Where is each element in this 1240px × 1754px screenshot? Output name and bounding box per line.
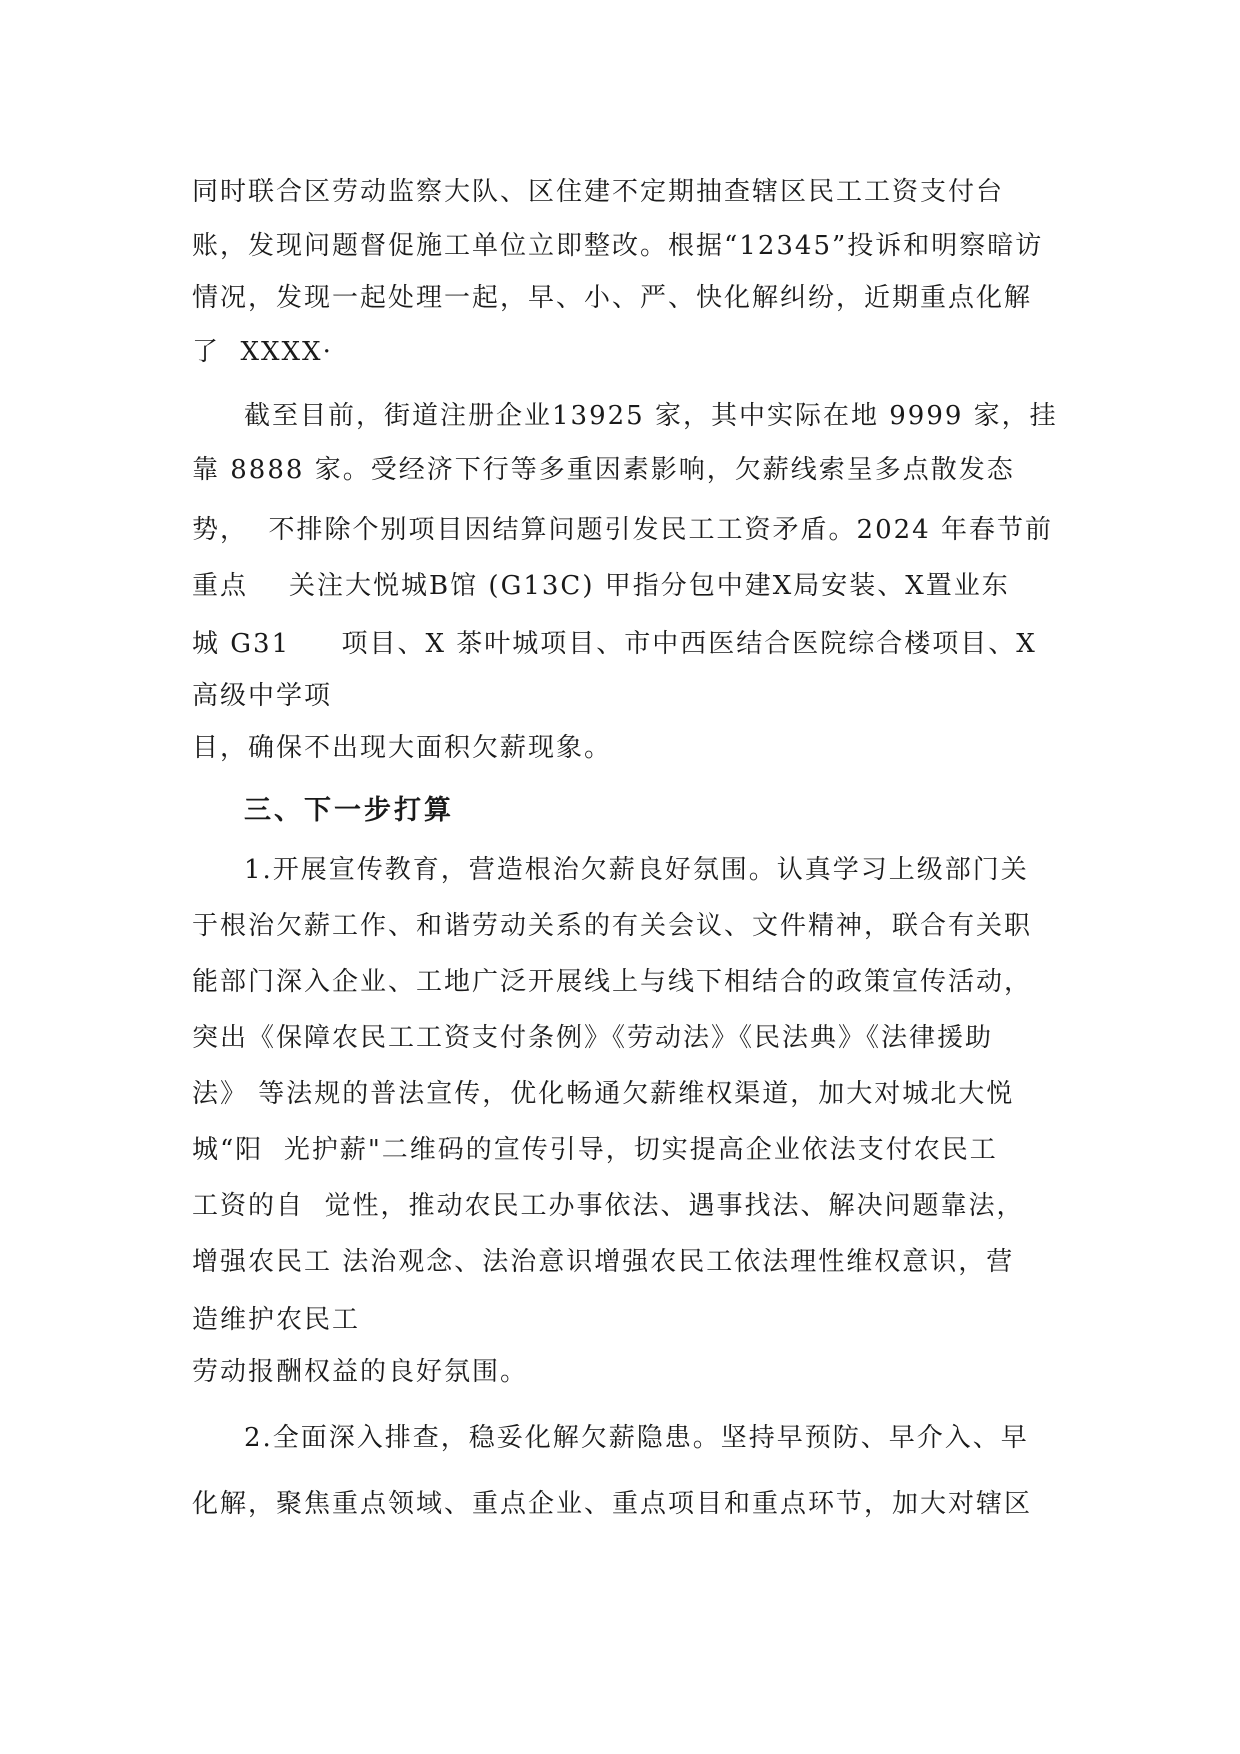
text-line: 工资的自 觉性，推动农民工办事依法、遇事找法、解决问题靠法， — [192, 1191, 1025, 1221]
text-line: 截至目前，街道注册企业13925 家，其中实际在地 9999 家，挂 — [244, 401, 1058, 431]
text-line: 了 XXXX· — [192, 337, 333, 367]
text-line: 高级中学项 — [192, 681, 333, 711]
text-line: 劳动报酬权益的良好氛围。 — [192, 1357, 529, 1387]
text-line: 重点 关注大悦城B馆 (G13C) 甲指分包中建X局安装、X置业东 — [192, 571, 1010, 601]
text-line: 化解，聚焦重点领域、重点企业、重点项目和重点环节，加大对辖区 — [192, 1489, 1033, 1519]
text-line: 城 G31 项目、X 茶叶城项目、市中西医结合医院综合楼项目、X — [192, 629, 1037, 659]
text-line: 城“阳 光护薪"二维码的宣传引导，切实提高企业依法支付农民工 — [192, 1135, 998, 1165]
text-line: 于根治欠薪工作、和谐劳动关系的有关会议、文件精神，联合有关职 — [192, 911, 1033, 941]
text-line: 目，确保不出现大面积欠薪现象。 — [192, 733, 613, 763]
section-heading: 三、下一步打算 — [244, 795, 454, 826]
text-line: 情况，发现一起处理一起，早、小、严、快化解纠纷，近期重点化解 — [192, 283, 1033, 313]
text-line: 造维护农民工 — [192, 1305, 361, 1335]
text-line: 账，发现问题督促施工单位立即整改。根据“12345”投诉和明察暗访 — [192, 231, 1044, 261]
text-line: 同时联合区劳动监察大队、区住建不定期抽查辖区民工工资支付台 — [192, 177, 1005, 207]
text-line: 能部门深入企业、工地广泛开展线上与线下相结合的政策宣传活动， — [192, 967, 1033, 997]
text-line: 法》 等法规的普法宣传，优化畅通欠薪维权渠道，加大对城北大悦 — [192, 1079, 1015, 1109]
text-line: 2.全面深入排查，稳妥化解欠薪隐患。坚持早预防、早介入、早 — [244, 1423, 1029, 1453]
text-line: 势， 不排除个别项目因结算问题引发民工工资矛盾。2024 年春节前 — [192, 515, 1053, 545]
text-line: 突出《保障农民工工资支付条例》《劳动法》《民法典》《法律援助 — [192, 1023, 994, 1053]
text-line: 增强农民工 法治观念、法治意识增强农民工依法理性维权意识，营 — [192, 1247, 1015, 1277]
text-line: 1.开展宣传教育，营造根治欠薪良好氛围。认真学习上级部门关 — [244, 855, 1029, 885]
text-line: 靠 8888 家。受经济下行等多重因素影响，欠薪线索呈多点散发态 — [192, 455, 1015, 485]
